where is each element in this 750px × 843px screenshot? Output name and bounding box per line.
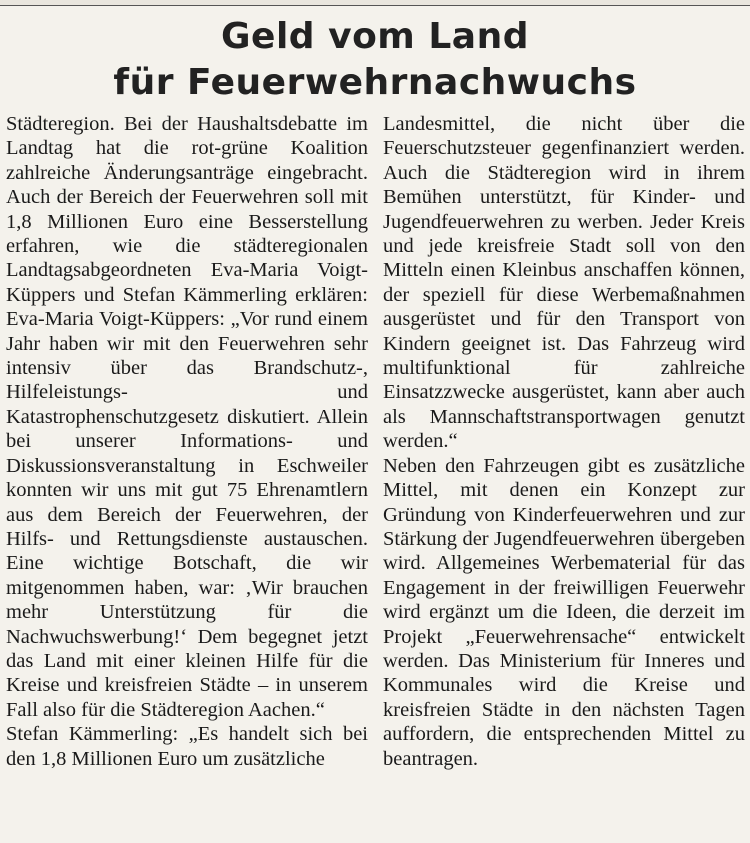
headline-line-1: Geld vom Land <box>221 16 529 57</box>
paragraph-right-1: Landesmittel, die nicht über die Feuerschutzsteuer gegenfinanziert werden. Auch die Städteregion wird in ihrem Bemühen unterstützt, für Kinder- und Jugendfeuerwehren zu werben. Jeder Kreis und jede kreisfreie Stadt soll von den Mitteln einen Kleinbus anschaffen können, der speziell für diese Werbemaßnahmen ausgerüstet und für den Transport von Kindern geeignet ist. Das Fahrzeug wird multifunktional für zahlreiche Einsatzzwecke ausgerüstet, kann aber auch als Mannschaftstransportwagen genutzt werden.“ <box>383 113 745 453</box>
top-rule <box>0 0 750 6</box>
article-column-right <box>383 112 745 771</box>
paragraph-left-1: Städteregion. Bei der Haushaltsdebatte im Landtag hat die rot-grüne Koalition zahlreiche Änderungsanträge eingebracht. Auch der Bereich der Feuerwehren soll mit 1,8 Millionen Euro eine Besserstellung erfahren, wie die städteregionalen Landtagsabgeordneten Eva-Maria Voigt-Küppers und Stefan Kämmerling erklären: Eva-Maria Voigt-Küppers: „Vor rund einem Jahr haben wir mit den Feuerwehren sehr intensiv über das Brandschutz-, Hilfeleistungs- und Katastrophenschutzgesetz diskutiert. Allein bei unserer Informations- und Diskussionsveranstaltung in Eschweiler konnten wir uns mit gut 75 Ehrenamtlern aus dem Bereich der Feuerwehren, der Hilfs- und Rettungsdienste austauschen. Eine wichtige Botschaft, die wir mitgenommen haben, war: ‚Wir brauchen mehr Unterstützung für die Nachwuchswerbung!‘ Dem begegnet jetzt das Land mit einer kleinen Hilfe für die Kreise und kreisfreien Städte – in unserem Fall also für die Städteregion Aachen.“ <box>6 113 368 721</box>
paragraph-left-2: Stefan Kämmerling: „Es handelt sich bei den 1,8 Millionen Euro um zusätzliche <box>6 723 368 770</box>
paragraph-right-2: Neben den Fahrzeugen gibt es zusätzliche Mittel, mit denen ein Konzept zur Gründung von Kinderfeuerwehren und zur Stärkung der Jugendfeuerwehren übergeben wird. Allgemeines Werbematerial für das Engagement in der freiwilligen Feuerwehr wird ergänzt um die Ideen, die derzeit im Projekt „Feuerwehrensache“ entwickelt werden. Das Ministerium für Inneres und Kommunales wird die Kreise und kreisfreien Städte in den nächsten Tagen auffordern, die entsprechenden Mittel zu beantragen. <box>383 454 745 770</box>
article-headline <box>0 14 750 106</box>
headline-line-2: für Feuerwehrnachwuchs <box>113 62 637 103</box>
article-column-left <box>6 112 368 771</box>
